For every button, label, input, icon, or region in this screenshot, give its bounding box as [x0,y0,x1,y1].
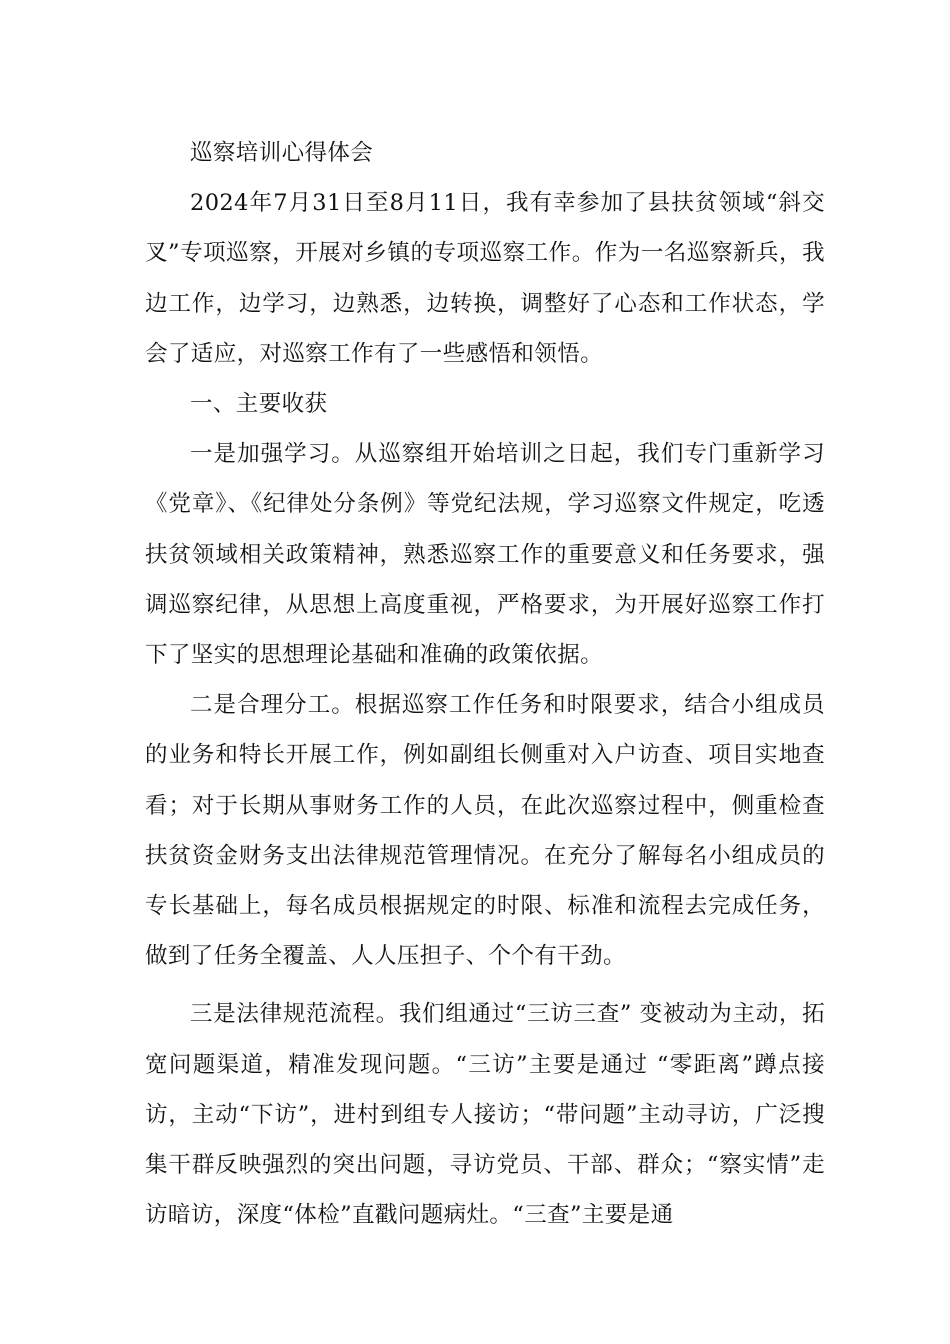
section-heading: 一、主要收获 [190,391,328,418]
intro-paragraph: 2024年7月31日至8月11日，我有幸参加了县扶贫领域“斜交叉”专项巡察，开展对乡镇的专项巡察工作。作为一名巡察新兵，我边工作，边学习，边熟悉，边转换，调整好了心态和工作状态，学会了适应，对巡察工作有了一些感悟和领悟。 [145,190,825,367]
document-body [145,128,825,1240]
paragraph-study: 一是加强学习。从巡察组开始培训之日起，我们专门重新学习《党章》、《纪律处分条例》等党纪法规，学习巡察文件规定，吃透扶贫领域相关政策精神，熟悉巡察工作的重要意义和任务要求，强调巡察纪律，从思想上高度重视，严格要求，为开展好巡察工作打下了坚实的思想理论基础和准确的政策依据。 [145,441,825,669]
document-title: 巡察培训心得体会 [190,140,374,166]
paragraph-division: 二是合理分工。根据巡察工作任务和时限要求，结合小组成员的业务和特长开展工作，例如副组长侧重对入户访查、项目实地查看；对于长期从事财务工作的人员，在此次巡察过程中，侧重检查扶贫资金财务支出法律规范管理情况。在充分了解每名小组成员的专长基础上，每名成员根据规定的时限、标准和流程去完成任务，做到了任务全覆盖、人人压担子、个个有干劲。 [145,692,825,970]
paragraph-process: 三是法律规范流程。我们组通过“三访三查” 变被动为主动，拓宽问题渠道，精准发现问题。“三访”主要是通过 “零距离”蹲点接访，主动“下访”，进村到组专人接访；“带问题”主动寻访，广泛搜集干群反映强烈的突出问题，寻访党员、干部、群众；“察实情”走访暗访，深度“体检”直戳问题病灶。“三查”主要是通 [145,1001,825,1229]
